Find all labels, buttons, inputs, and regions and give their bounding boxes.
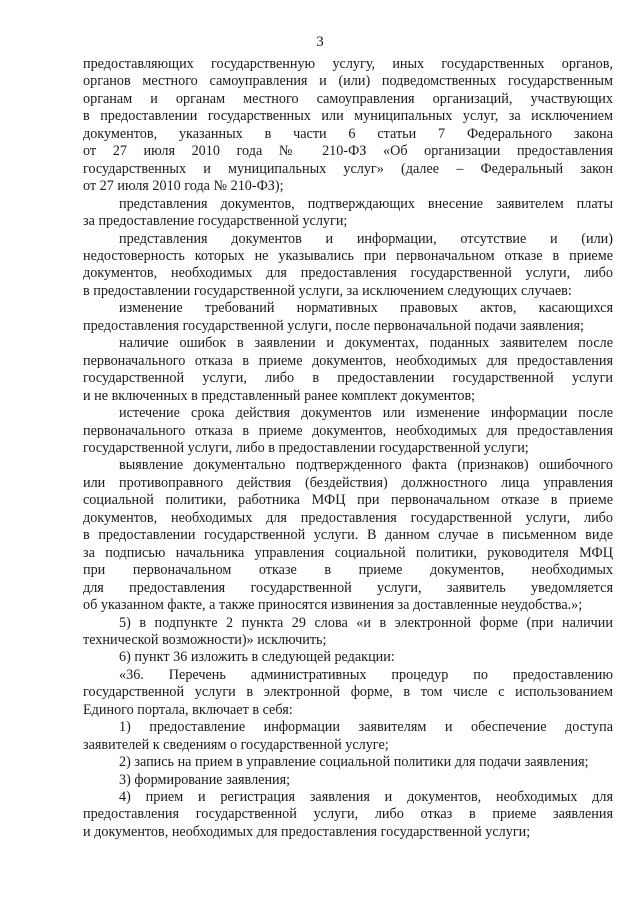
text-line: и документов, необходимых для предоставления государственной услуги;: [83, 823, 531, 840]
text-line: первоначального отказа в приеме документов, необходимых для предоставления: [83, 352, 613, 369]
paragraph: [83, 335, 613, 405]
text-line: первоначального отказа в приеме документов, необходимых для предоставления: [83, 422, 613, 439]
paragraph: [83, 719, 613, 754]
text-line: 4) прием и регистрация заявления и документов, необходимых для: [119, 789, 613, 806]
text-line: 2) запись на прием в управление социальной политики для подачи заявления;: [119, 754, 589, 771]
text-line: от 27 июля 2010 года № 210-ФЗ «Об организации предоставления: [83, 143, 613, 160]
text-line: истечение срока действия документов или изменение информации после: [119, 405, 613, 422]
paragraph: [83, 754, 613, 771]
text-line: 6) пункт 36 изложить в следующей редакции:: [119, 649, 395, 666]
text-line: и не включенных в представленный ранее комплект документов;: [83, 387, 476, 404]
text-line: предоставления государственной услуги, либо отказ в приеме заявления: [83, 806, 613, 823]
text-line: 1) предоставление информации заявителям и обеспечение доступа: [119, 719, 613, 736]
text-line: социальной политики, работника МФЦ при первоначальном отказе в приеме: [83, 492, 613, 509]
text-line: в предоставлении государственной услуги. В данном случае в письменном виде: [83, 527, 613, 544]
paragraph: [83, 300, 613, 335]
text-line: в предоставлении государственных или муниципальных услуг, за исключением: [83, 108, 613, 125]
text-line: документов, необходимых для предоставления государственной услуги, либо: [83, 265, 613, 282]
text-line: недостоверность которых не указывались при первоначальном отказе в приеме: [83, 247, 613, 264]
paragraph: [83, 457, 613, 614]
text-line: представления документов, подтверждающих внесение заявителем платы: [119, 195, 613, 212]
text-line: документов, указанных в части 6 статьи 7 Федерального закона: [83, 125, 613, 142]
text-line: для предоставления государственной услуги, заявитель уведомляется: [83, 579, 613, 596]
paragraph: [83, 667, 613, 719]
text-line: государственных и муниципальных услуг» (далее – Федеральный закон: [83, 160, 613, 177]
paragraph: [83, 405, 613, 457]
text-line: документов, необходимых для предоставления государственной услуги, либо: [83, 509, 613, 526]
text-line: «36. Перечень административных процедур по предоставлению: [119, 666, 613, 683]
text-line: за подписью начальника управления социальной политики, руководителя МФЦ: [83, 544, 613, 561]
text-line: государственной услуги в электронной форме, в том числе с использованием: [83, 684, 613, 701]
paragraph: [83, 615, 613, 650]
text-line: при первоначальном отказе в приеме документов, необходимых: [83, 562, 613, 579]
text-line: предоставления государственной услуги, после первоначальной подачи заявления;: [83, 317, 584, 334]
text-line: от 27 июля 2010 года № 210-ФЗ);: [83, 178, 284, 195]
document-body: [83, 56, 613, 841]
text-line: 5) в подпункте 2 пункта 29 слова «и в электронной форме (при наличии: [119, 614, 613, 631]
text-line: органам и органам местного самоуправления организаций, участвующих: [83, 90, 613, 107]
paragraph: [83, 772, 613, 789]
paragraph: [83, 196, 613, 231]
text-line: выявление документально подтвержденного факта (признаков) ошибочного: [119, 457, 613, 474]
paragraph: [83, 649, 613, 666]
text-line: государственной услуги, либо в предоставлении государственной услуги;: [83, 439, 529, 456]
paragraph: [83, 56, 613, 196]
text-line: органов местного самоуправления и (или) подведомственных государственным: [83, 73, 613, 90]
text-line: 3) формирование заявления;: [119, 771, 291, 788]
text-line: об указанном факте, а также приносятся извинения за доставленные неудобства.»;: [83, 597, 583, 614]
text-line: государственной услуги, либо в предоставлении государственной услуги: [83, 370, 613, 387]
text-line: представления документов и информации, отсутствие и (или): [119, 230, 613, 247]
page-number: 3: [316, 34, 324, 50]
text-line: за предоставление государственной услуги;: [83, 213, 348, 230]
paragraph: [83, 789, 613, 841]
text-line: предоставляющих государственную услугу, иных государственных органов,: [83, 56, 613, 72]
text-line: технической возможности)» исключить;: [83, 631, 327, 648]
text-line: в предоставлении государственной услуги, за исключением следующих случаев:: [83, 282, 572, 299]
text-line: изменение требований нормативных правовых актов, касающихся: [119, 300, 613, 317]
paragraph: [83, 231, 613, 301]
text-line: Единого портала, включает в себя:: [83, 701, 293, 718]
text-line: наличие ошибок в заявлении и документах, поданных заявителем после: [119, 335, 613, 352]
text-line: или противоправного действия (бездействия) должностного лица управления: [83, 474, 613, 491]
text-line: заявителей к сведениям о государственной услуге;: [83, 736, 389, 753]
